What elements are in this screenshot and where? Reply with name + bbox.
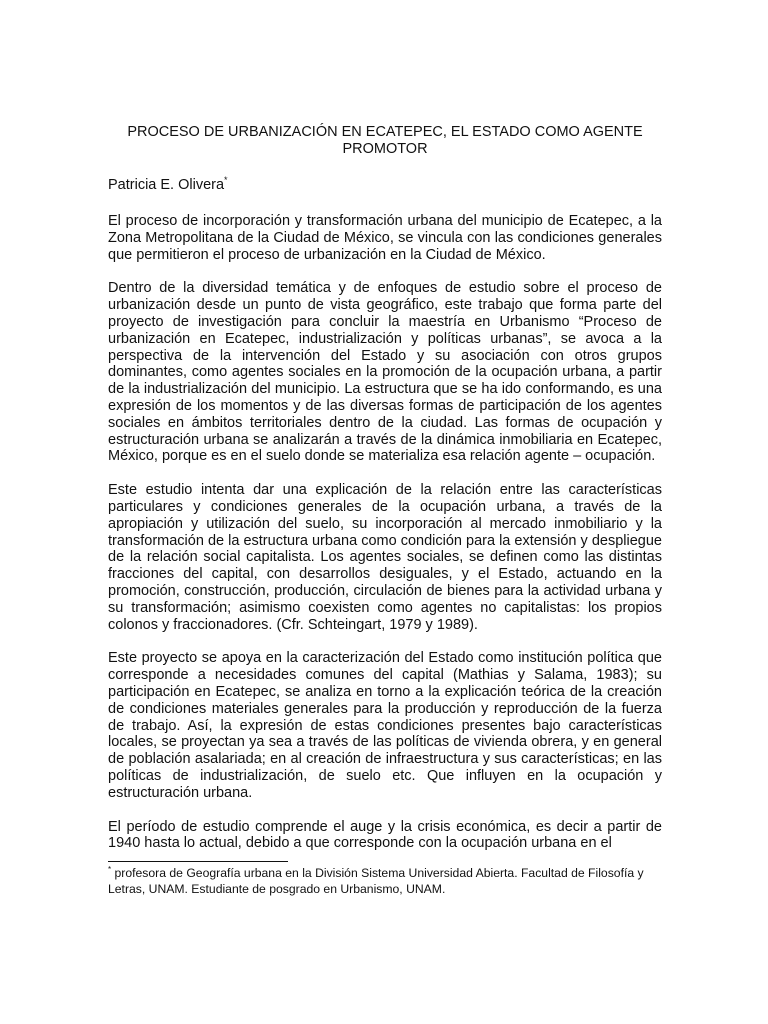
document-page xyxy=(108,124,662,869)
author-footnote-mark: * xyxy=(224,175,228,185)
paragraph-2: Dentro de la diversidad temática y de enfoques de estudio sobre el proceso de urbanización desde un punto de vista geográfico, este trabajo que forma parte del proyecto de investigación para concluir la maestría en Urbanismo “Proceso de urbanización en Ecatepec, industrialización y políticas urbanas”, se avoca a la perspectiva de la intervención del Estado y su asociación con otros grupos dominantes, como agentes sociales en la promoción de la ocupación urbana, a partir de la industrialización del municipio. La estructura que se ha ido conformando, es una expresión de los momentos y de las diversas formas de participación de los agentes sociales en ámbitos territoriales dentro de la ciudad. Las formas de ocupación y estructuración urbana se analizarán a través de la dinámica inmobiliaria en Ecatepec, México, porque es en el suelo donde se materializa esa relación agente – ocupación. xyxy=(108,280,662,465)
footnote xyxy=(108,866,662,897)
footnote-text: profesora de Geografía urbana en la División Sistema Universidad Abierta. Facultad de Filosofía y Letras, UNAM. Estudiante de posgrado en Urbanismo, UNAM. xyxy=(108,866,644,896)
footnote-divider xyxy=(108,861,288,862)
paragraph-1: El proceso de incorporación y transformación urbana del municipio de Ecatepec, a la Zona Metropolitana de la Ciudad de México, se vincula con las condiciones generales que permitieron el proceso de urbanización en la Ciudad de México. xyxy=(108,213,662,263)
paragraph-3: Este estudio intenta dar una explicación de la relación entre las características particulares y condiciones generales de la ocupación urbana, a través de la apropiación y utilización del suelo, su incorporación al mercado inmobiliario y la transformación de la estructura urbana como condición para la extensión y despliegue de la relación social capitalista. Los agentes sociales, se definen como las distintas fracciones del capital, con desarrollos desiguales, y el Estado, actuando en la promoción, construcción, producción, circulación de bienes para la actividad urbana y su transformación; asimismo coexisten como agentes no capitalistas: los propios colonos y fraccionadores. (Cfr. Schteingart, 1979 y 1989). xyxy=(108,482,662,633)
document-title: PROCESO DE URBANIZACIÓN EN ECATEPEC, EL ESTADO COMO AGENTE PROMOTOR xyxy=(127,124,643,157)
author-name: Patricia E. Olivera xyxy=(108,177,225,193)
paragraph-5: El período de estudio comprende el auge y la crisis económica, es decir a partir de 1940 hasta lo actual, debido a que corresponde con la ocupación urbana en el xyxy=(108,818,662,852)
author-line xyxy=(108,177,662,194)
footnote-mark: * xyxy=(108,865,112,874)
paragraph-4: Este proyecto se apoya en la caracterización del Estado como institución política que corresponde a necesidades comunes del capital (Mathias y Salama, 1983); su participación en Ecatepec, se analiza en torno a la explicación teórica de la creación de condiciones materiales generales para la producción y reproducción de la fuerza de trabajo. Así, la expresión de estas condiciones presentes bajo características locales, se proyectan ya sea a través de las políticas de vivienda obrera, y en general de población asalariada; en al creación de infraestructura y sus características; en las políticas de industrialización, de suelo etc. Que influyen en la ocupación y estructuración urbana. xyxy=(108,650,662,801)
